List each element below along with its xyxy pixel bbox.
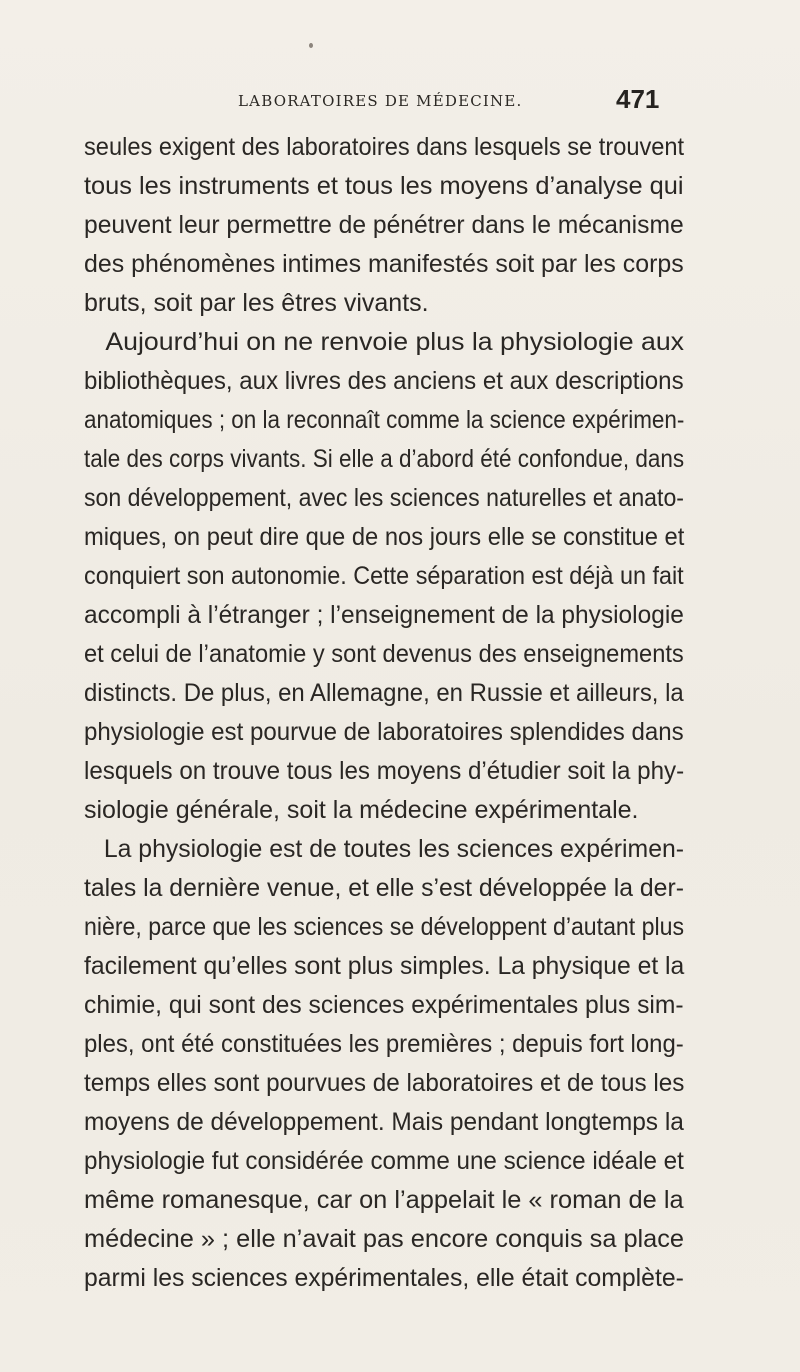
text-line: distincts. De plus, en Allemagne, en Russie et ailleurs, la bbox=[84, 679, 684, 707]
text-line: seules exigent des laboratoires dans lesquels se trouvent bbox=[84, 133, 685, 161]
text-line: nière, parce que les sciences se développent d’autant plus bbox=[84, 913, 685, 941]
page-number: 471 bbox=[616, 84, 660, 114]
text-line: miques, on peut dire que de nos jours elle se constitue et bbox=[84, 523, 685, 551]
running-head: LABORATOIRES DE MÉDECINE. bbox=[238, 92, 523, 110]
text-line: tale des corps vivants. Si elle a d’abord été confondue, dans bbox=[84, 445, 685, 473]
text-line: accompli à l’étranger ; l’enseignement de la physiologie bbox=[84, 601, 684, 629]
text-line: siologie générale, soit la médecine expérimentale. bbox=[84, 796, 639, 824]
text-line: des phénomènes intimes manifestés soit par les corps bbox=[84, 250, 684, 278]
text-line: et celui de l’anatomie y sont devenus des enseignements bbox=[84, 640, 684, 668]
text-line: temps elles sont pourvues de laboratoires et de tous les bbox=[84, 1069, 685, 1097]
text-line: même romanesque, car on l’appelait le « roman de la bbox=[84, 1186, 684, 1214]
text-line: bruts, soit par les êtres vivants. bbox=[84, 289, 429, 317]
text-line: lesquels on trouve tous les moyens d’étudier soit la phy- bbox=[84, 757, 685, 785]
text-line: ples, ont été constituées les premières ; depuis fort long- bbox=[84, 1030, 684, 1058]
text-line: médecine » ; elle n’avait pas encore conquis sa place bbox=[84, 1225, 685, 1253]
text-line: peuvent leur permettre de pénétrer dans le mécanisme bbox=[84, 211, 684, 239]
text-line: La physiologie est de toutes les sciences expérimen- bbox=[103, 835, 685, 863]
text-line: physiologie est pourvue de laboratoires splendides dans bbox=[84, 718, 684, 746]
text-line: facilement qu’elles sont plus simples. La physique et la bbox=[84, 952, 685, 980]
text-line: moyens de développement. Mais pendant longtemps la bbox=[84, 1108, 684, 1136]
text-line: parmi les sciences expérimentales, elle était complète- bbox=[84, 1264, 684, 1292]
ink-speck bbox=[309, 43, 313, 48]
text-line: anatomiques ; on la reconnaît comme la science expérimen- bbox=[84, 406, 685, 434]
text-line: tales la dernière venue, et elle s’est développée la der- bbox=[84, 874, 684, 902]
text-line: tous les instruments et tous les moyens d’analyse qui bbox=[84, 172, 684, 200]
text-line: chimie, qui sont des sciences expérimentales plus sim- bbox=[84, 991, 684, 1019]
text-line: conquiert son autonomie. Cette séparation est déjà un fait bbox=[84, 562, 684, 590]
text-line: physiologie fut considérée comme une science idéale et bbox=[84, 1147, 684, 1175]
text-line: Aujourd’hui on ne renvoie plus la physiologie aux bbox=[105, 328, 685, 356]
text-line: bibliothèques, aux livres des anciens et aux descriptions bbox=[84, 367, 684, 395]
body-text bbox=[84, 128, 684, 1298]
text-line: son développement, avec les sciences naturelles et anato- bbox=[84, 484, 685, 512]
